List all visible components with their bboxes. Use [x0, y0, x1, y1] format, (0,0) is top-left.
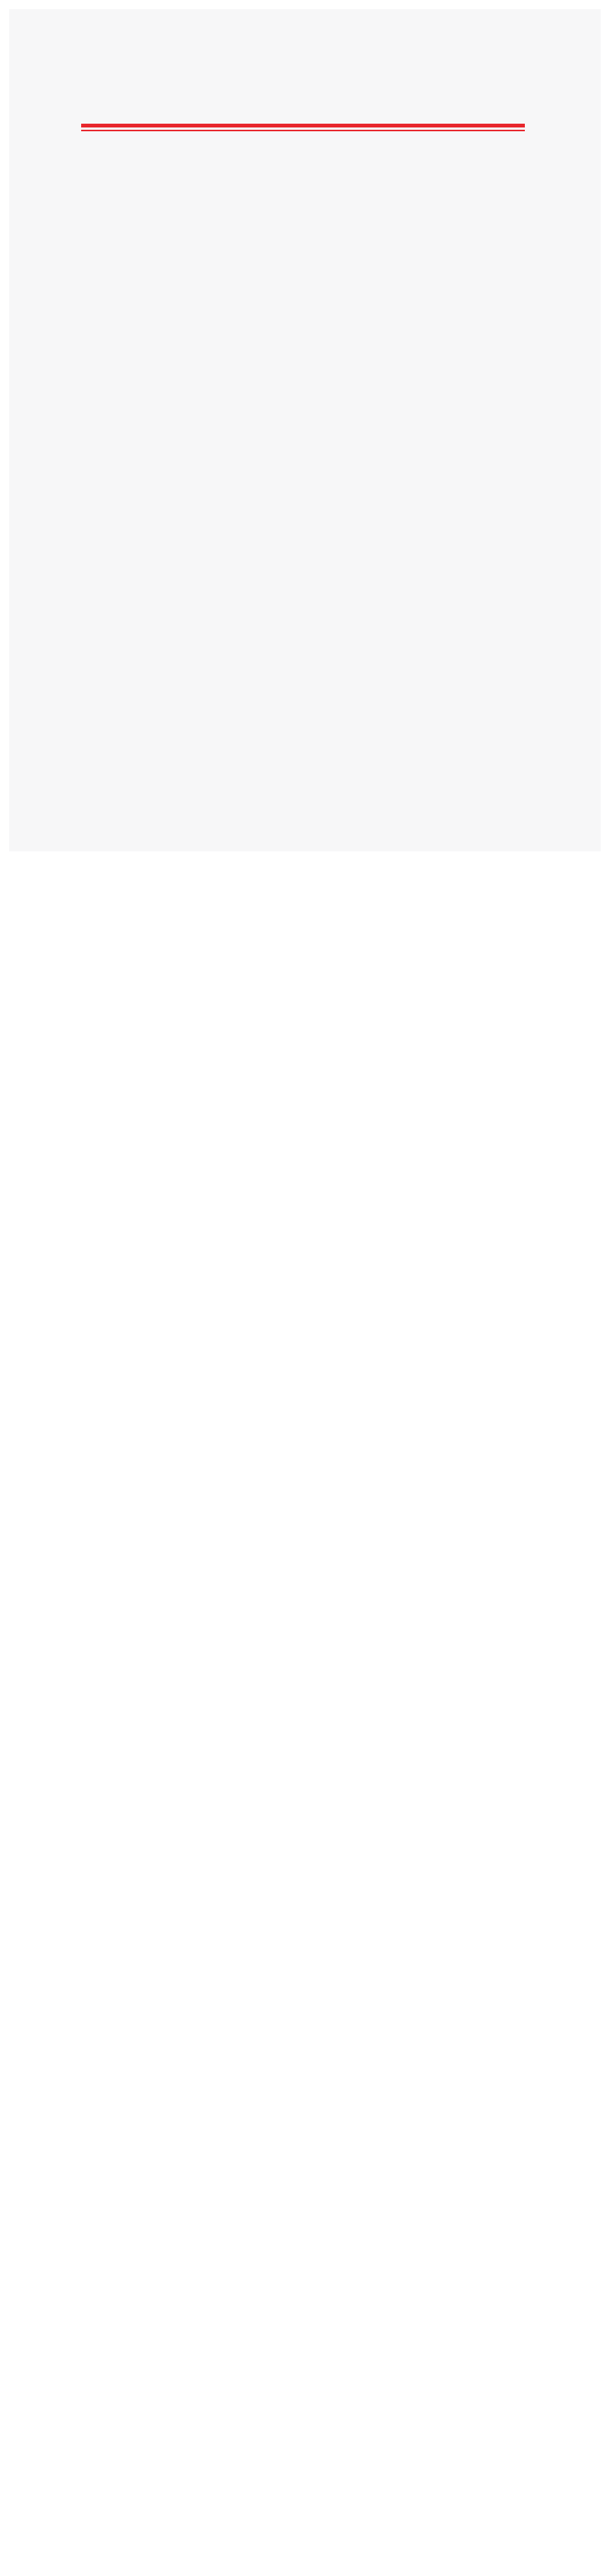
page-1 — [9, 9, 601, 851]
letterhead-red-rule — [81, 124, 525, 131]
